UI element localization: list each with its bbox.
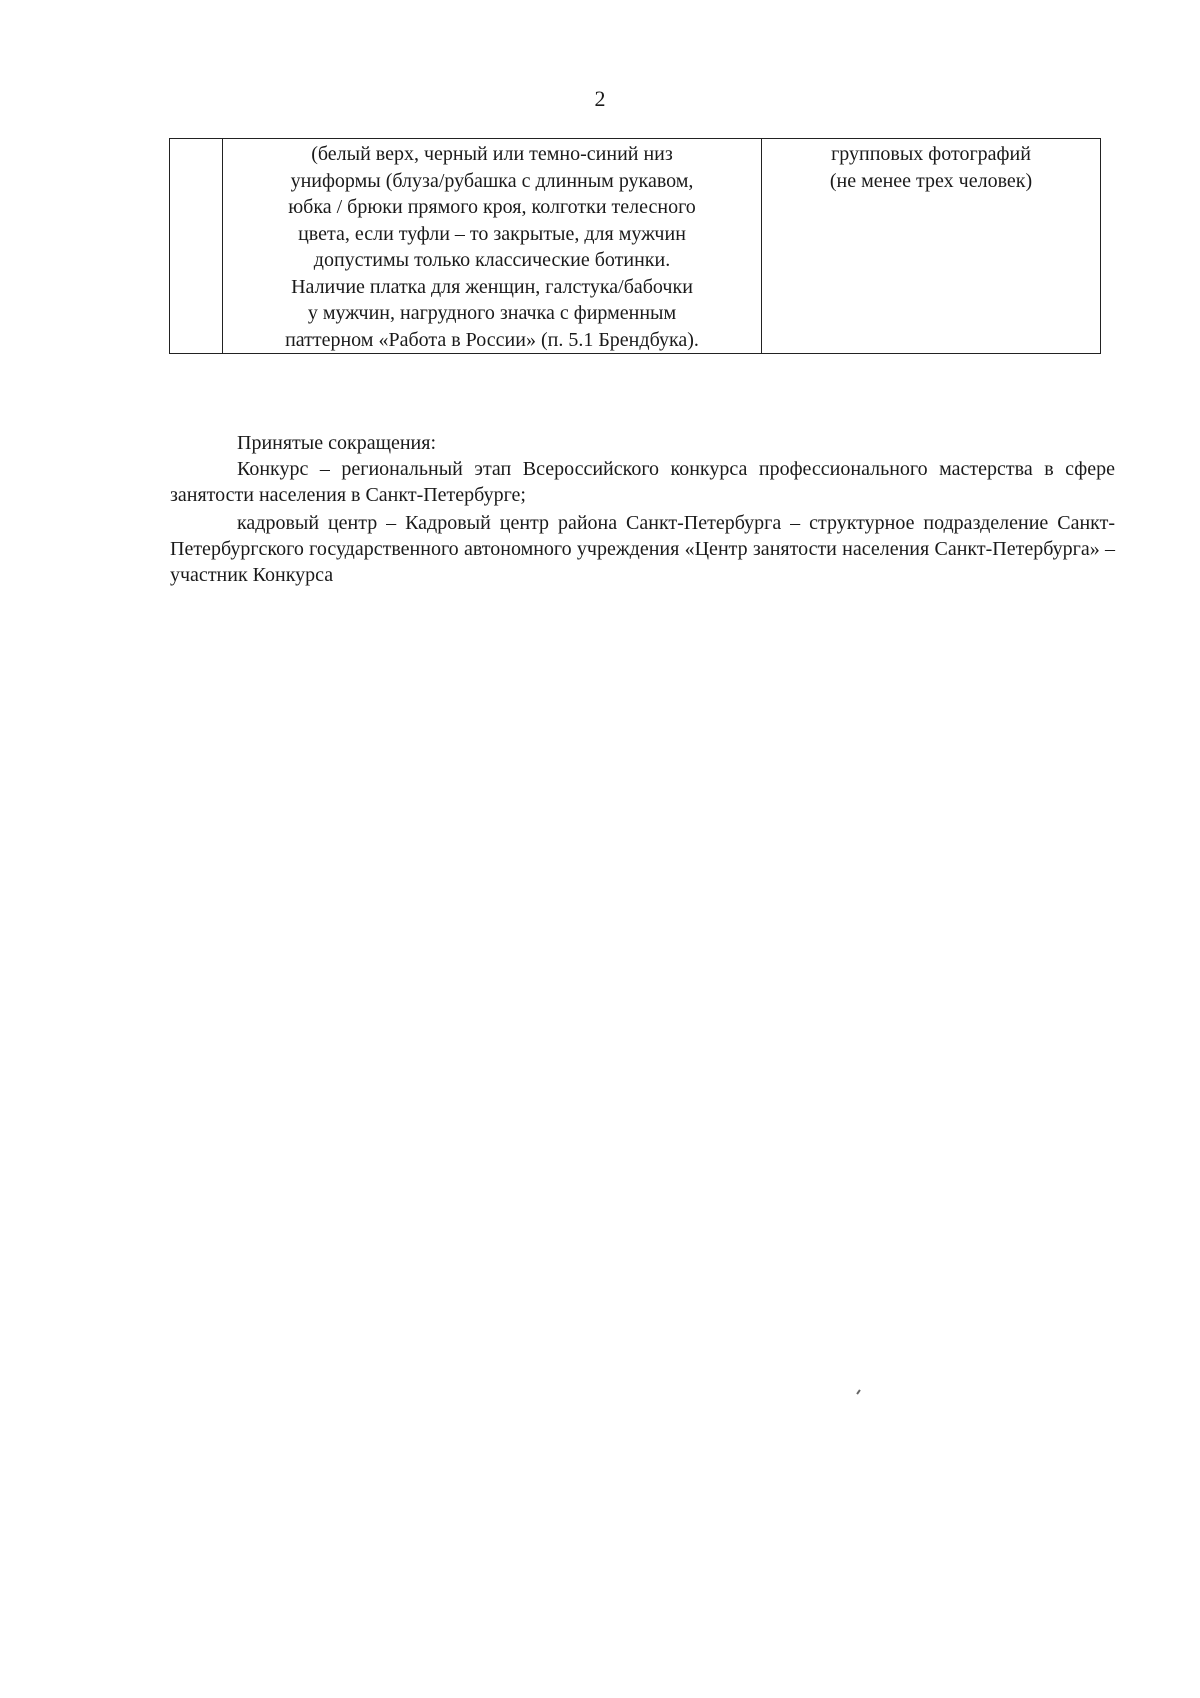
description-line: униформы (блуза/рубашка с длинным рукавом, bbox=[290, 169, 694, 192]
abbreviations-heading: Принятые сокращения: bbox=[237, 432, 437, 454]
abbreviations-section bbox=[170, 430, 1115, 588]
row-number-cell bbox=[170, 139, 223, 354]
description-line: у мужчин, нагрудного значка с фирменным bbox=[307, 302, 677, 324]
description-line: цвета, если туфли – то закрытые, для мужчин bbox=[298, 222, 686, 245]
abbreviation-item: Конкурс – региональный этап Всероссийского конкурса профессионального мастерства в сфере занятости населения в Санкт-Петербурге; bbox=[170, 458, 1115, 506]
description-cell bbox=[223, 139, 762, 354]
abbreviation-item: кадровый центр – Кадровый центр района Санкт-Петербурга – структурное подразделение Санкт-Петербургского государственного автономного учреждения «Центр занятости населения Санкт-Петербурга» – участник Конкурса bbox=[170, 512, 1115, 586]
note-line: групповых фотографий bbox=[831, 143, 1031, 165]
note-line: (не менее трех человек) bbox=[829, 169, 1033, 192]
requirements-table bbox=[169, 138, 1101, 354]
description-line: допустимы только классические ботинки. bbox=[313, 249, 671, 271]
table-row bbox=[170, 139, 1101, 354]
description-line: Наличие платка для женщин, галстука/бабочки bbox=[291, 275, 693, 298]
description-line: (белый верх, черный или темно-синий низ bbox=[311, 143, 673, 165]
description-line: паттерном «Работа в России» (п. 5.1 Брендбука). bbox=[285, 328, 699, 351]
scan-speck bbox=[856, 1389, 861, 1394]
description-line: юбка / брюки прямого кроя, колготки телесного bbox=[288, 196, 696, 218]
page-number: 2 bbox=[594, 86, 606, 111]
note-cell bbox=[762, 139, 1101, 354]
